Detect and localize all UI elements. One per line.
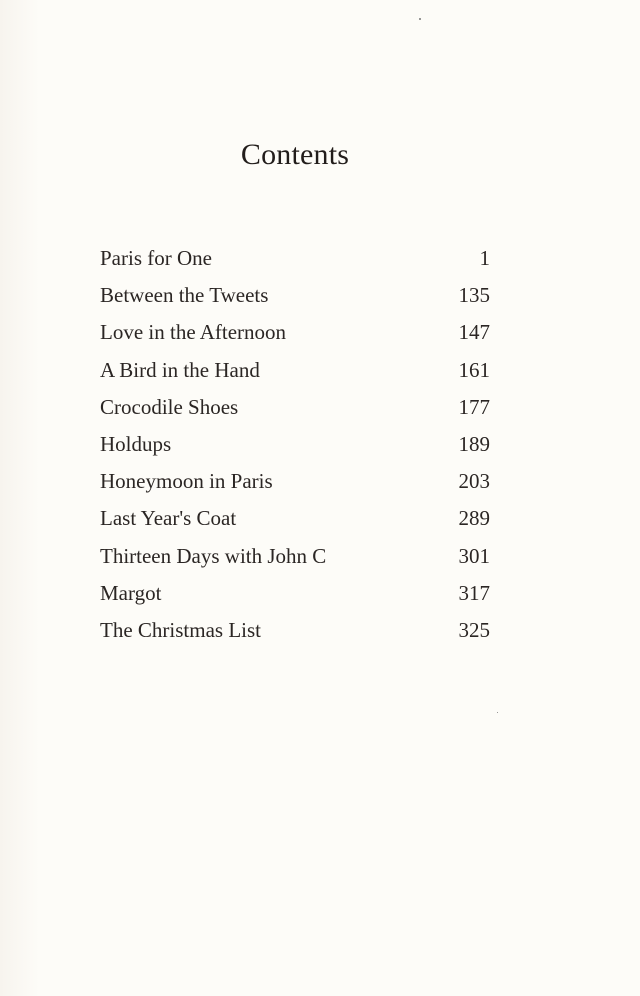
toc-entry: [100, 358, 490, 395]
toc-entry-page: 135: [458, 283, 490, 308]
toc-entry-title: Honeymoon in Paris: [100, 469, 273, 494]
toc-entry-page: 161: [458, 357, 490, 382]
paper-speck: [497, 712, 498, 713]
toc-entry-title: Margot: [100, 580, 162, 605]
toc-entry-title: Holdups: [100, 431, 172, 456]
toc-entry-page: 203: [458, 469, 490, 494]
toc-entry-title: A Bird in the Hand: [100, 357, 260, 382]
toc-entry-title: Crocodile Shoes: [100, 394, 239, 419]
toc-entry-page: 189: [458, 431, 490, 456]
table-of-contents: [100, 246, 490, 655]
toc-entry: [100, 544, 490, 581]
toc-entry-page: 301: [458, 543, 490, 568]
toc-entry-page: 177: [458, 394, 490, 419]
paper-speck: [419, 18, 421, 20]
toc-entry: [100, 506, 490, 543]
toc-entry-page: 289: [458, 506, 490, 531]
toc-entry: [100, 246, 490, 283]
toc-entry: [100, 469, 490, 506]
toc-entry-page: 147: [458, 320, 490, 345]
toc-entry: [100, 320, 490, 357]
page-title: Contents: [240, 138, 350, 172]
toc-entry-title: Last Year's Coat: [100, 506, 237, 531]
toc-entry: [100, 581, 490, 618]
toc-entry-title: The Christmas List: [100, 617, 261, 642]
toc-entry-title: Thirteen Days with John C: [100, 543, 327, 568]
toc-entry-page: 1: [479, 246, 490, 270]
toc-entry-page: 325: [458, 617, 490, 642]
toc-entry-title: Between the Tweets: [100, 283, 269, 308]
toc-entry: [100, 618, 490, 655]
toc-entry: [100, 395, 490, 432]
toc-entry: [100, 432, 490, 469]
toc-entry-page: 317: [458, 580, 490, 605]
toc-entry-title: Love in the Afternoon: [100, 320, 287, 345]
toc-entry-title: Paris for One: [100, 246, 212, 270]
toc-entry: [100, 283, 490, 320]
